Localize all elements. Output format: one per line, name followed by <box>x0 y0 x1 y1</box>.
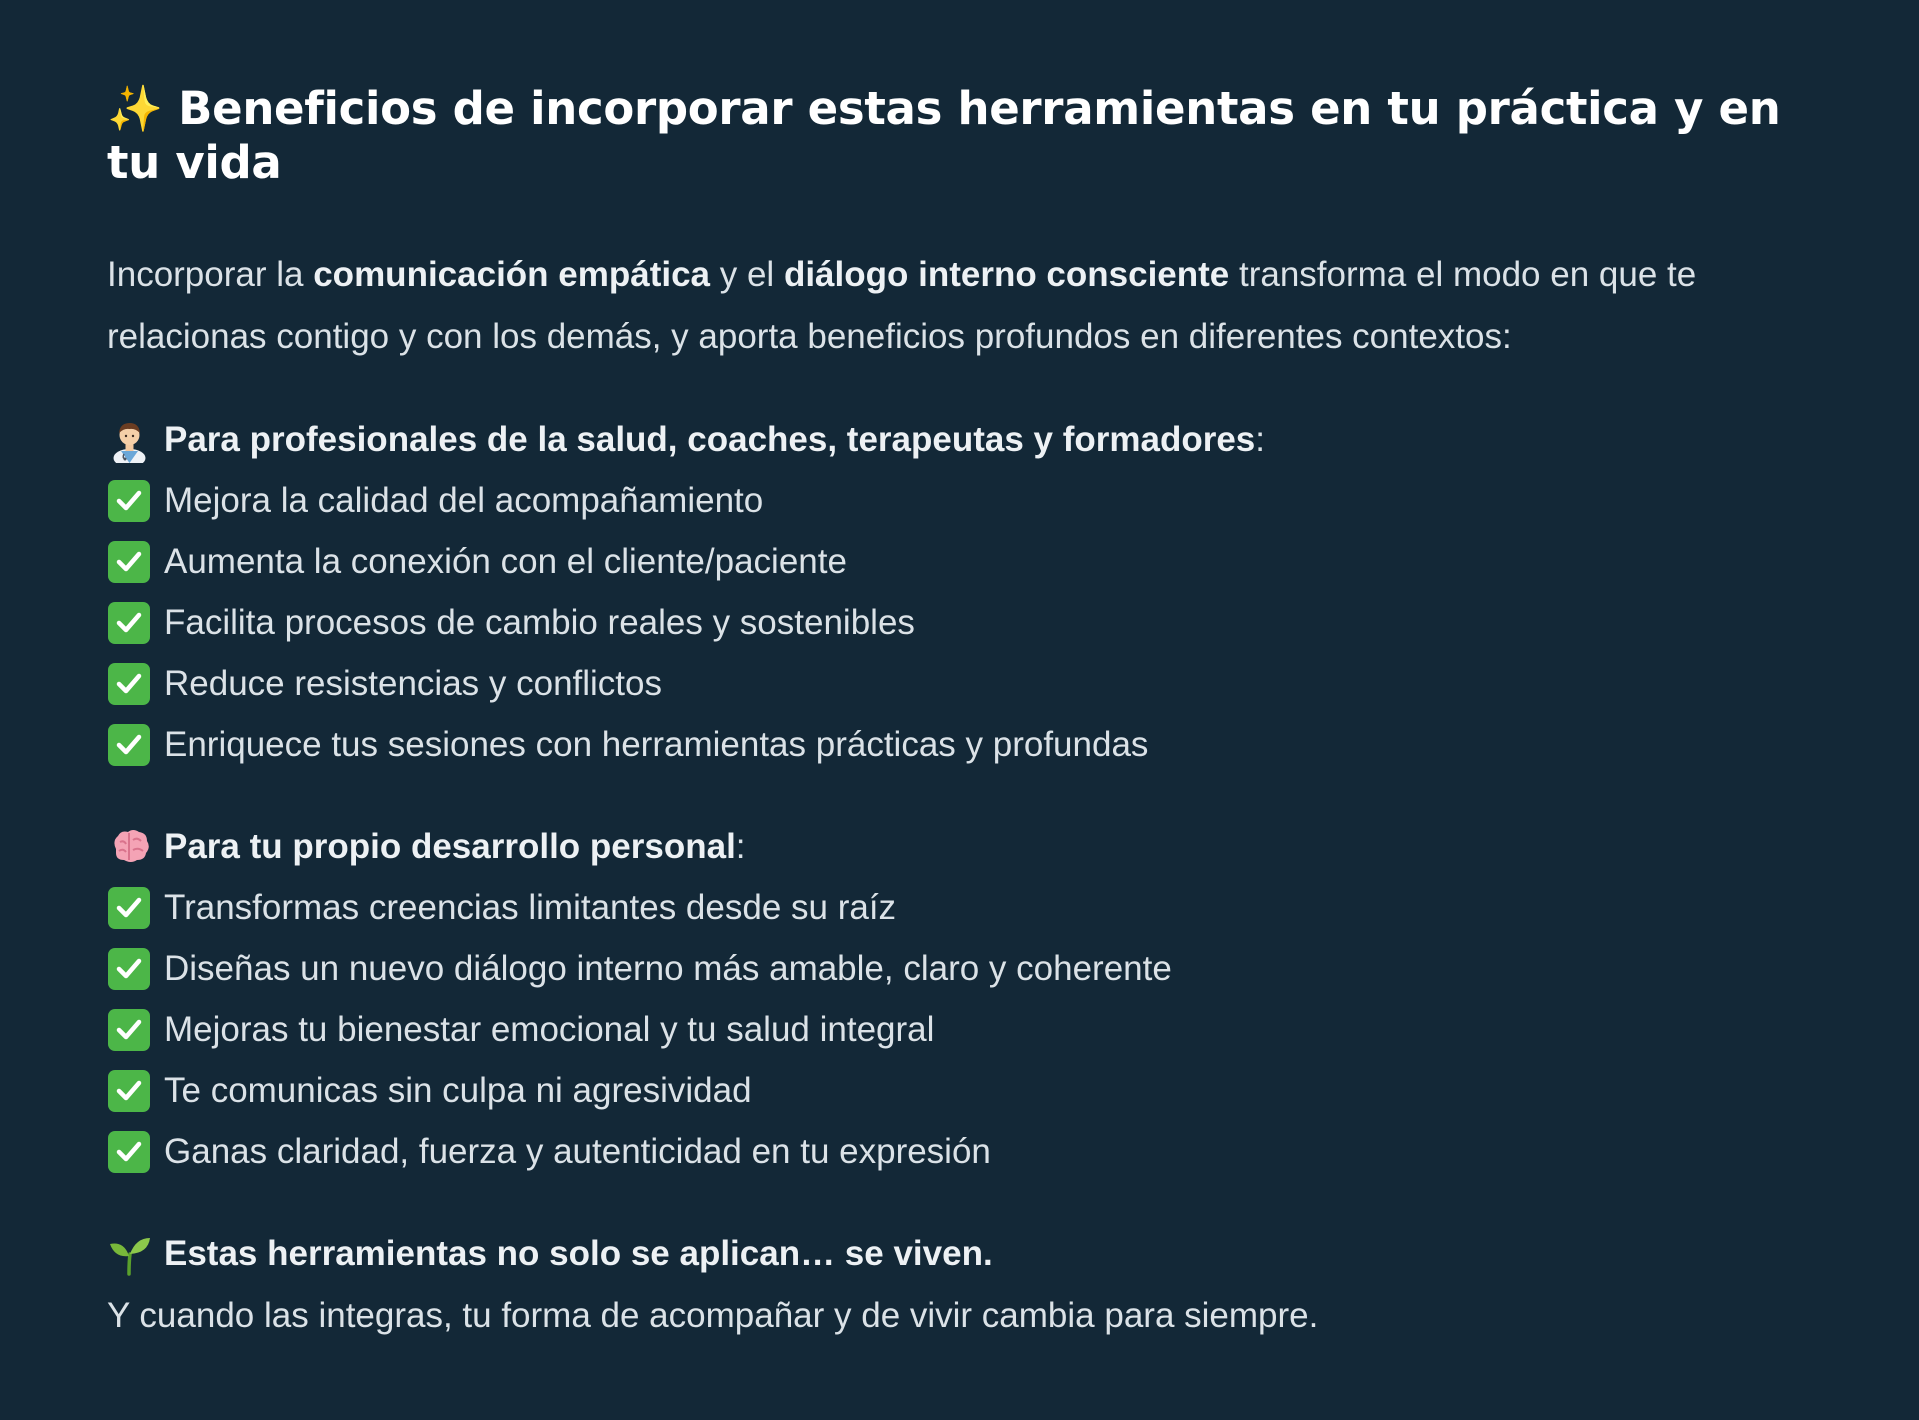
list-item-label: Diseñas un nuevo diálogo interno más amable, claro y coherente <box>164 949 1172 988</box>
section-heading <box>107 817 1819 877</box>
section-heading-suffix: : <box>735 827 746 866</box>
check-mark-icon <box>108 541 150 583</box>
seedling-icon <box>107 1232 152 1277</box>
check-mark-icon <box>108 1070 150 1112</box>
list-item-label: Te comunicas sin culpa ni agresividad <box>164 1071 752 1110</box>
check-mark-icon <box>108 480 150 522</box>
list-item-label: Mejoras tu bienestar emocional y tu salud integral <box>164 1010 935 1049</box>
list-item-label: Ganas claridad, fuerza y autenticidad en tu expresión <box>164 1132 991 1171</box>
section-heading-text: Para profesionales de la salud, coaches, terapeutas y formadores <box>164 420 1256 459</box>
list-item <box>107 714 1819 775</box>
check-mark-icon <box>108 1009 150 1051</box>
intro-bold-2: diálogo interno consciente <box>783 255 1230 294</box>
list-item <box>107 999 1819 1060</box>
list-item <box>107 1060 1819 1121</box>
list-item <box>107 470 1819 531</box>
section-heading-text: Para tu propio desarrollo personal <box>164 827 736 866</box>
check-mark-icon <box>108 663 150 705</box>
list-item <box>107 653 1819 714</box>
list-item-label: Mejora la calidad del acompañamiento <box>164 481 764 520</box>
page-title: ✨ Beneficios de incorporar estas herramientas en tu práctica y en tu vida <box>107 82 1781 189</box>
section-personal <box>107 817 1819 1182</box>
check-mark-icon <box>108 1131 150 1173</box>
check-mark-icon <box>108 887 150 929</box>
intro-bold-1: comunicación empática <box>313 255 711 294</box>
closing-heading-text: Estas herramientas no solo se aplican… se viven. <box>164 1234 993 1273</box>
list-item <box>107 592 1819 653</box>
list-item-label: Reduce resistencias y conflictos <box>164 664 662 703</box>
health-worker-icon <box>107 418 152 463</box>
intro-text-2: y el <box>710 255 784 294</box>
closing-heading <box>107 1224 1819 1284</box>
list-item <box>107 1121 1819 1182</box>
check-mark-icon <box>108 602 150 644</box>
list-item <box>107 938 1819 999</box>
intro-paragraph <box>107 244 1819 368</box>
list-item-label: Aumenta la conexión con el cliente/paciente <box>164 542 847 581</box>
benefits-list <box>107 470 1819 775</box>
closing-section <box>107 1224 1819 1348</box>
list-item-label: Transformas creencias limitantes desde su raíz <box>164 888 897 927</box>
check-mark-icon <box>108 948 150 990</box>
section-heading <box>107 410 1819 470</box>
benefits-list <box>107 877 1819 1182</box>
list-item <box>107 531 1819 592</box>
check-mark-icon <box>108 724 150 766</box>
intro-text-3: transforma el modo en que te relacionas contigo y con los demás, y aporta beneficios profundos en diferentes contextos: <box>107 255 1697 356</box>
section-professionals <box>107 410 1819 775</box>
section-heading-suffix: : <box>1255 420 1266 459</box>
closing-text: Y cuando las integras, tu forma de acompañar y de vivir cambia para siempre. <box>107 1296 1319 1335</box>
brain-icon <box>107 825 152 870</box>
list-item-label: Facilita procesos de cambio reales y sostenibles <box>164 603 915 642</box>
list-item-label: Enriquece tus sesiones con herramientas prácticas y profundas <box>164 725 1149 764</box>
intro-text-1: Incorporar la <box>107 255 314 294</box>
list-item <box>107 877 1819 938</box>
